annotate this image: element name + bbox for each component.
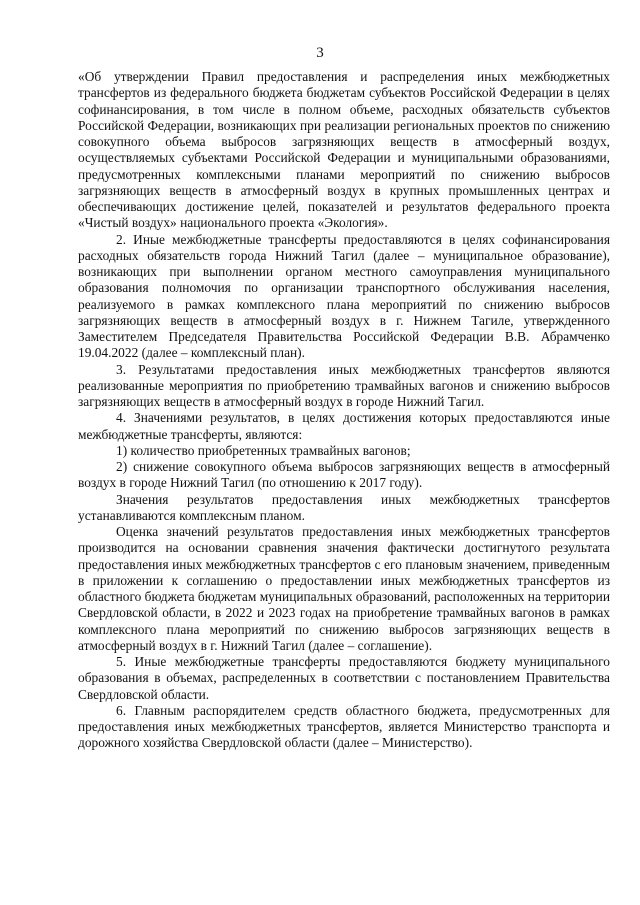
document-body xyxy=(78,69,610,752)
paragraph-5: Значения результатов предоставления иных межбюджетных трансфертов устанавливаются комплексным планом. xyxy=(78,491,610,523)
paragraph-8: 6. Главным распорядителем средств областного бюджета, предусмотренных для предоставления иных межбюджетных трансфертов, является Министерство транспорта и дорожного хозяйства Свердловской области (далее – Министерство). xyxy=(78,702,610,751)
paragraph-2: 2. Иные межбюджетные трансферты предоставляются в целях софинансирования расходных обязательств города Нижний Тагил (далее – муниципальное образование), возникающих при выполнении органом местного самоуправления муниципального образования полномочия по организации транспортного обслуживания населения, реализуемого в рамках комплексного плана мероприятий по снижению выбросов загрязняющих веществ в атмосферный воздух в г. Нижнем Тагиле, утвержденного Заместителем Председателя Правительства Российской Федерации В.В. Абрамченко 19.04.2022 (далее – комплексный план). xyxy=(78,231,610,361)
page-number: 3 xyxy=(316,45,324,61)
paragraph-1: «Об утверждении Правил предоставления и распределения иных межбюджетных трансфертов из федерального бюджета бюджетам субъектов Российской Федерации в целях софинансирования, в том числе в полном объеме, расходных обязательств субъектов Российской Федерации, возникающих при реализации региональных проектов по снижению совокупного объема выбросов загрязняющих веществ в атмосферный воздух, осуществляемых субъектами Российской Федерации и муниципальными образованиями, предусмотренных комплексными планами мероприятий по снижению выбросов загрязняющих веществ в атмосферный воздух в крупных промышленных центрах и обеспечивающих достижение целей, показателей и результатов федерального проекта «Чистый воздух» национального проекта «Экология». xyxy=(78,69,610,231)
paragraph-7: 5. Иные межбюджетные трансферты предоставляются бюджету муниципального образования в объемах, распределенных в соответствии с постановлением Правительства Свердловской области. xyxy=(78,654,610,702)
list-item-1: 1) количество приобретенных трамвайных вагонов; xyxy=(116,442,411,458)
paragraph-4: 4. Значениями результатов, в целях достижения которых предоставляются иные межбюджетные трансферты, являются: xyxy=(78,410,610,442)
paragraph-6: Оценка значений результатов предоставления иных межбюджетных трансфертов производится на основании сравнения значения фактически достигнутого результата предоставления иных межбюджетных трансфертов с его плановым значением, приведенным в приложении к соглашению о предоставлении иных межбюджетных трансфертов из областного бюджета бюджетам муниципальных образований, расположенных на территории Свердловской области, в 2022 и 2023 годах на приобретение трамвайных вагонов в рамках комплексного плана мероприятий по снижению выбросов загрязняющих веществ в атмосферный воздух в г. Нижний Тагил (далее – соглашение). xyxy=(78,524,610,653)
paragraph-3: 3. Результатами предоставления иных межбюджетных трансфертов являются реализованные мероприятия по приобретению трамвайных вагонов и снижению выбросов загрязняющих веществ в атмосферный воздух в городе Нижний Тагил. xyxy=(78,361,610,409)
list-item-2: 2) снижение совокупного объема выбросов загрязняющих веществ в атмосферный воздух в городе Нижний Тагил (по отношению к 2017 году). xyxy=(78,459,610,491)
